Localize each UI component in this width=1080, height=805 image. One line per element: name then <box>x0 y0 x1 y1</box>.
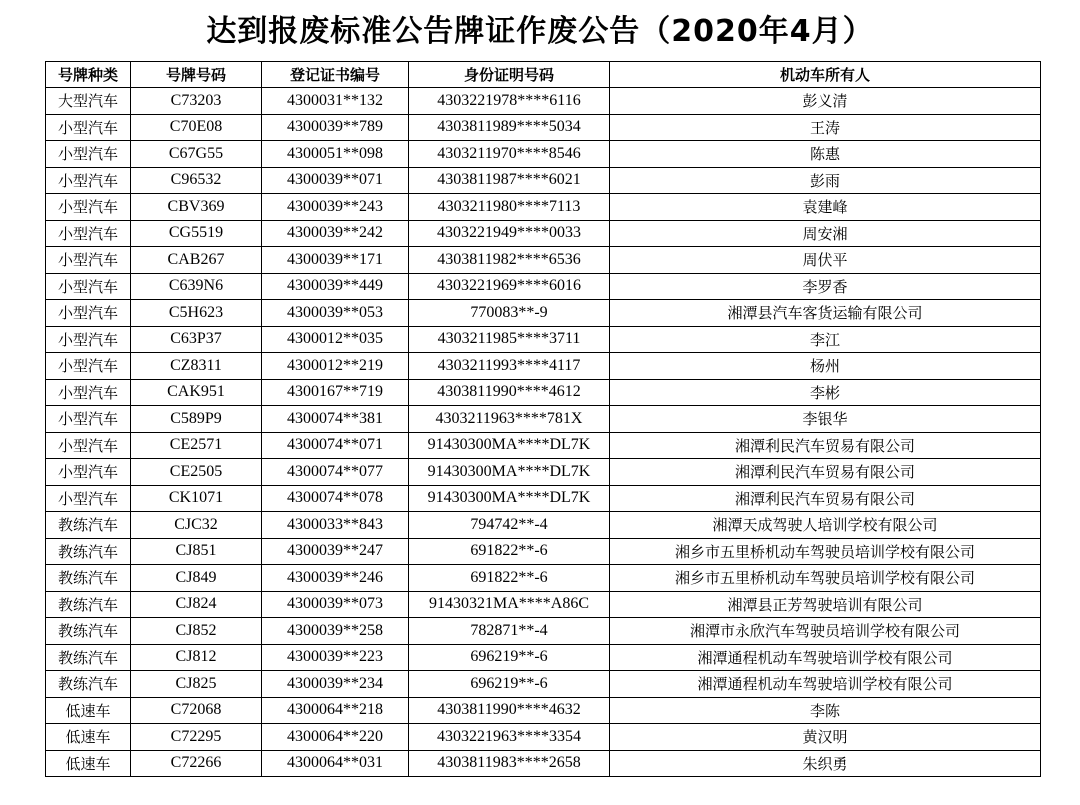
cell-plate-type: 小型汽车 <box>46 220 131 247</box>
cell-vehicle-owner: 李银华 <box>610 406 1041 433</box>
cell-plate-type: 小型汽车 <box>46 167 131 194</box>
cell-registration-number: 4300039**071 <box>262 167 409 194</box>
cell-registration-number: 4300039**223 <box>262 644 409 671</box>
cell-plate-type: 小型汽车 <box>46 273 131 300</box>
cell-plate-number: CJ825 <box>131 671 262 698</box>
cell-plate-number: CAB267 <box>131 247 262 274</box>
cell-plate-number: C72295 <box>131 724 262 751</box>
cell-vehicle-owner: 李彬 <box>610 379 1041 406</box>
cell-registration-number: 4300039**449 <box>262 273 409 300</box>
table-row <box>46 406 1041 433</box>
cell-registration-number: 4300012**219 <box>262 353 409 380</box>
cell-plate-type: 小型汽车 <box>46 247 131 274</box>
cell-vehicle-owner: 湘潭利民汽车贸易有限公司 <box>610 459 1041 486</box>
cell-vehicle-owner: 彭义清 <box>610 88 1041 115</box>
cell-plate-number: CJ852 <box>131 618 262 645</box>
cell-id-number: 4303211963****781X <box>409 406 610 433</box>
cell-plate-number: C63P37 <box>131 326 262 353</box>
cell-registration-number: 4300033**843 <box>262 512 409 539</box>
cell-plate-type: 小型汽车 <box>46 326 131 353</box>
table-row <box>46 167 1041 194</box>
cell-vehicle-owner: 杨州 <box>610 353 1041 380</box>
cell-vehicle-owner: 湘潭利民汽车贸易有限公司 <box>610 485 1041 512</box>
cell-vehicle-owner: 湘乡市五里桥机动车驾驶员培训学校有限公司 <box>610 565 1041 592</box>
cell-vehicle-owner: 湘潭通程机动车驾驶培训学校有限公司 <box>610 671 1041 698</box>
cell-plate-type: 小型汽车 <box>46 459 131 486</box>
cell-plate-number: CJ851 <box>131 538 262 565</box>
cell-vehicle-owner: 湘潭县正芳驾驶培训有限公司 <box>610 591 1041 618</box>
cell-vehicle-owner: 黄汉明 <box>610 724 1041 751</box>
cell-plate-type: 小型汽车 <box>46 379 131 406</box>
cell-plate-number: CJC32 <box>131 512 262 539</box>
cell-id-number: 4303221978****6116 <box>409 88 610 115</box>
cell-registration-number: 4300064**220 <box>262 724 409 751</box>
cell-registration-number: 4300039**258 <box>262 618 409 645</box>
cell-vehicle-owner: 湘潭县汽车客货运输有限公司 <box>610 300 1041 327</box>
cell-id-number: 91430300MA****DL7K <box>409 485 610 512</box>
cell-plate-type: 小型汽车 <box>46 353 131 380</box>
cell-registration-number: 4300039**247 <box>262 538 409 565</box>
cell-vehicle-owner: 周伏平 <box>610 247 1041 274</box>
cell-registration-number: 4300064**218 <box>262 697 409 724</box>
table-row <box>46 459 1041 486</box>
cell-id-number: 4303811983****2658 <box>409 750 610 777</box>
cell-id-number: 4303211993****4117 <box>409 353 610 380</box>
cell-registration-number: 4300039**242 <box>262 220 409 247</box>
cell-plate-type: 教练汽车 <box>46 644 131 671</box>
header-plate-type: 号牌种类 <box>46 62 131 88</box>
cell-plate-type: 教练汽车 <box>46 591 131 618</box>
cell-id-number: 782871**-4 <box>409 618 610 645</box>
cell-plate-type: 教练汽车 <box>46 512 131 539</box>
cell-vehicle-owner: 周安湘 <box>610 220 1041 247</box>
cell-id-number: 4303811989****5034 <box>409 114 610 141</box>
cell-id-number: 696219**-6 <box>409 671 610 698</box>
cell-plate-number: CE2571 <box>131 432 262 459</box>
cell-vehicle-owner: 朱织勇 <box>610 750 1041 777</box>
cell-registration-number: 4300051**098 <box>262 141 409 168</box>
cell-id-number: 4303811990****4612 <box>409 379 610 406</box>
cell-vehicle-owner: 王涛 <box>610 114 1041 141</box>
cell-registration-number: 4300039**053 <box>262 300 409 327</box>
table-row <box>46 671 1041 698</box>
cell-plate-number: C70E08 <box>131 114 262 141</box>
notice-table <box>45 61 1041 777</box>
cell-vehicle-owner: 彭雨 <box>610 167 1041 194</box>
table-row <box>46 114 1041 141</box>
cell-registration-number: 4300039**243 <box>262 194 409 221</box>
cell-registration-number: 4300039**789 <box>262 114 409 141</box>
cell-registration-number: 4300012**035 <box>262 326 409 353</box>
table-row <box>46 326 1041 353</box>
cell-id-number: 91430300MA****DL7K <box>409 459 610 486</box>
cell-plate-number: CJ824 <box>131 591 262 618</box>
cell-registration-number: 4300074**071 <box>262 432 409 459</box>
table-body <box>46 88 1041 777</box>
table-row <box>46 591 1041 618</box>
cell-plate-type: 教练汽车 <box>46 618 131 645</box>
cell-id-number: 4303811987****6021 <box>409 167 610 194</box>
table-row <box>46 644 1041 671</box>
cell-plate-type: 小型汽车 <box>46 485 131 512</box>
cell-registration-number: 4300039**171 <box>262 247 409 274</box>
cell-plate-number: CZ8311 <box>131 353 262 380</box>
cell-registration-number: 4300074**078 <box>262 485 409 512</box>
table-row <box>46 194 1041 221</box>
cell-registration-number: 4300074**077 <box>262 459 409 486</box>
table-row <box>46 88 1041 115</box>
cell-plate-type: 小型汽车 <box>46 141 131 168</box>
cell-plate-type: 小型汽车 <box>46 114 131 141</box>
cell-plate-number: C73203 <box>131 88 262 115</box>
cell-plate-type: 低速车 <box>46 750 131 777</box>
cell-plate-type: 小型汽车 <box>46 432 131 459</box>
cell-vehicle-owner: 陈惠 <box>610 141 1041 168</box>
cell-plate-type: 大型汽车 <box>46 88 131 115</box>
cell-registration-number: 4300039**246 <box>262 565 409 592</box>
cell-plate-type: 教练汽车 <box>46 565 131 592</box>
cell-id-number: 4303811982****6536 <box>409 247 610 274</box>
header-id-number: 身份证明号码 <box>409 62 610 88</box>
table-row <box>46 273 1041 300</box>
cell-vehicle-owner: 李罗香 <box>610 273 1041 300</box>
cell-registration-number: 4300031**132 <box>262 88 409 115</box>
table-row <box>46 379 1041 406</box>
cell-plate-type: 小型汽车 <box>46 194 131 221</box>
table-row <box>46 353 1041 380</box>
cell-plate-number: C589P9 <box>131 406 262 433</box>
table-row <box>46 247 1041 274</box>
table-row <box>46 485 1041 512</box>
cell-plate-type: 小型汽车 <box>46 406 131 433</box>
cell-registration-number: 4300039**234 <box>262 671 409 698</box>
header-plate-number: 号牌号码 <box>131 62 262 88</box>
table-row <box>46 432 1041 459</box>
cell-id-number: 696219**-6 <box>409 644 610 671</box>
cell-id-number: 91430300MA****DL7K <box>409 432 610 459</box>
cell-plate-number: C72266 <box>131 750 262 777</box>
cell-vehicle-owner: 湘潭天成驾驶人培训学校有限公司 <box>610 512 1041 539</box>
header-vehicle-owner: 机动车所有人 <box>610 62 1041 88</box>
cell-plate-number: C5H623 <box>131 300 262 327</box>
table-header-row <box>46 62 1041 88</box>
cell-id-number: 691822**-6 <box>409 565 610 592</box>
cell-plate-number: CK1071 <box>131 485 262 512</box>
document-title: 达到报废标准公告牌证作废公告（2020年4月） <box>206 14 874 49</box>
cell-id-number: 4303811990****4632 <box>409 697 610 724</box>
cell-vehicle-owner: 湘潭利民汽车贸易有限公司 <box>610 432 1041 459</box>
cell-plate-number: C67G55 <box>131 141 262 168</box>
table-row <box>46 220 1041 247</box>
cell-vehicle-owner: 李陈 <box>610 697 1041 724</box>
table-row <box>46 618 1041 645</box>
table-row <box>46 512 1041 539</box>
cell-vehicle-owner: 湘潭通程机动车驾驶培训学校有限公司 <box>610 644 1041 671</box>
cell-plate-type: 教练汽车 <box>46 538 131 565</box>
cell-id-number: 4303211970****8546 <box>409 141 610 168</box>
cell-plate-number: CAK951 <box>131 379 262 406</box>
cell-plate-number: C96532 <box>131 167 262 194</box>
cell-registration-number: 4300039**073 <box>262 591 409 618</box>
header-registration-number: 登记证书编号 <box>262 62 409 88</box>
cell-id-number: 770083**-9 <box>409 300 610 327</box>
cell-plate-number: CBV369 <box>131 194 262 221</box>
cell-id-number: 4303211980****7113 <box>409 194 610 221</box>
cell-plate-number: CJ849 <box>131 565 262 592</box>
table-row <box>46 697 1041 724</box>
table-row <box>46 750 1041 777</box>
table-row <box>46 300 1041 327</box>
cell-vehicle-owner: 湘潭市永欣汽车驾驶员培训学校有限公司 <box>610 618 1041 645</box>
cell-plate-type: 教练汽车 <box>46 671 131 698</box>
cell-id-number: 4303221963****3354 <box>409 724 610 751</box>
table-row <box>46 724 1041 751</box>
table-row <box>46 141 1041 168</box>
cell-plate-type: 小型汽车 <box>46 300 131 327</box>
cell-id-number: 91430321MA****A86C <box>409 591 610 618</box>
cell-id-number: 4303211985****3711 <box>409 326 610 353</box>
cell-plate-type: 低速车 <box>46 724 131 751</box>
cell-vehicle-owner: 湘乡市五里桥机动车驾驶员培训学校有限公司 <box>610 538 1041 565</box>
cell-vehicle-owner: 袁建峰 <box>610 194 1041 221</box>
table-row <box>46 565 1041 592</box>
cell-id-number: 4303221949****0033 <box>409 220 610 247</box>
table-row <box>46 538 1041 565</box>
cell-registration-number: 4300074**381 <box>262 406 409 433</box>
cell-id-number: 691822**-6 <box>409 538 610 565</box>
cell-plate-number: CE2505 <box>131 459 262 486</box>
cell-plate-type: 低速车 <box>46 697 131 724</box>
cell-plate-number: C72068 <box>131 697 262 724</box>
cell-plate-number: C639N6 <box>131 273 262 300</box>
cell-registration-number: 4300064**031 <box>262 750 409 777</box>
cell-plate-number: CG5519 <box>131 220 262 247</box>
cell-vehicle-owner: 李江 <box>610 326 1041 353</box>
cell-id-number: 4303221969****6016 <box>409 273 610 300</box>
cell-registration-number: 4300167**719 <box>262 379 409 406</box>
cell-plate-number: CJ812 <box>131 644 262 671</box>
cell-id-number: 794742**-4 <box>409 512 610 539</box>
